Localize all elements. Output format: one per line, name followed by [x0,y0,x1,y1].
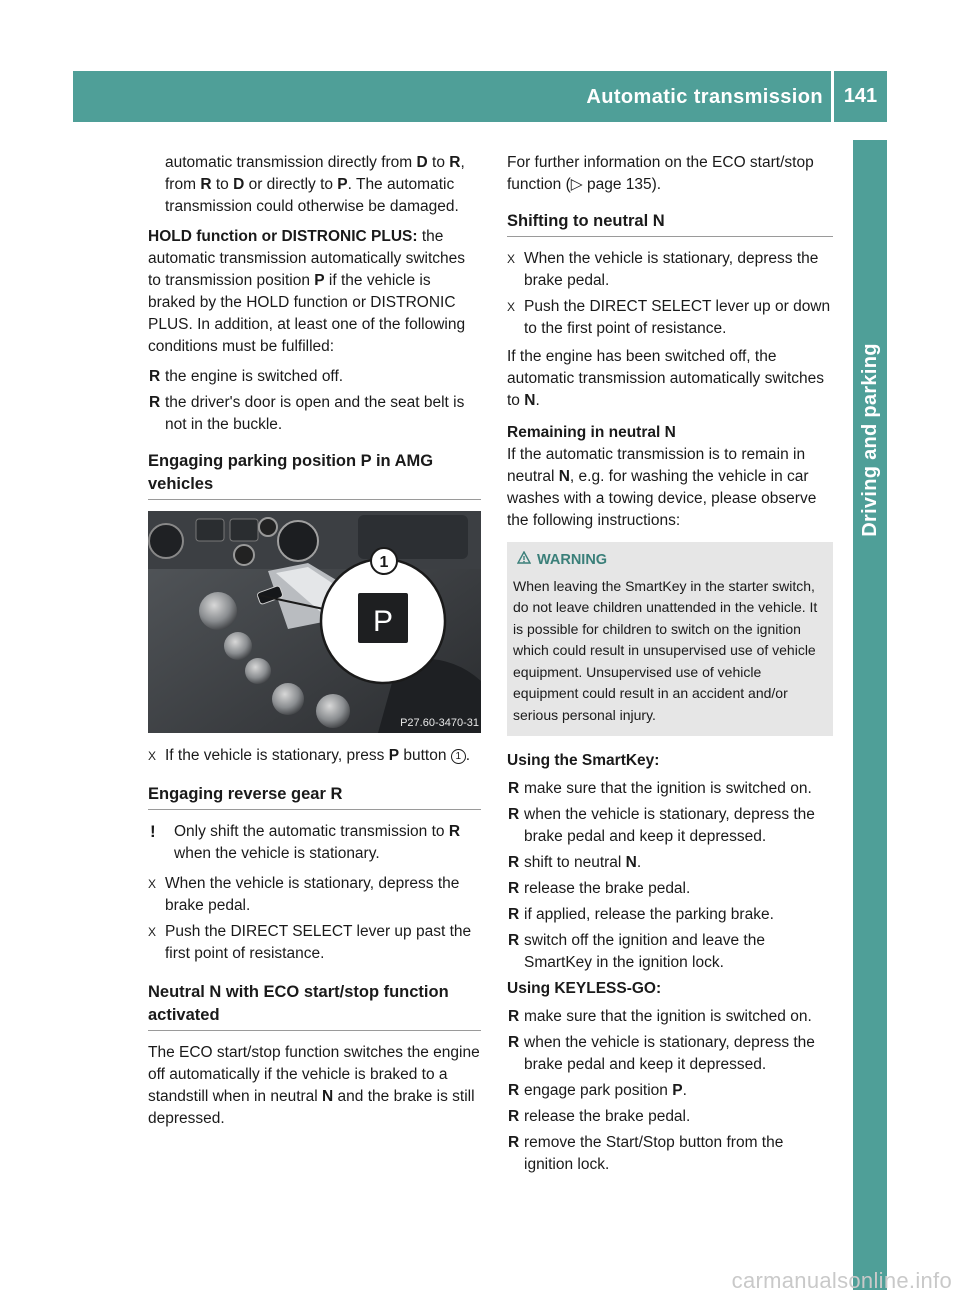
section-heading-eco: Neutral N with ECO start/stop function activated [148,981,481,1031]
subheading-remaining: Remaining in neutral N [507,424,676,441]
section-heading-reverse: Engaging reverse gear R [148,783,481,810]
note-item: ! Only shift the automatic transmission to R when the vehicle is stationary. [150,822,461,862]
list-item: R shift to neutral N. [508,854,642,871]
hold-paragraph: HOLD function or DISTRONIC PLUS: the automatic transmission automatically switches to transmission position P if the vehicle is braked by the HOLD function or DISTRONIC PLUS. In addition, at least one of the following conditions must be fulfilled: [148,228,466,355]
list-item: R make sure that the ignition is switched on. [508,780,812,797]
warning-icon [517,550,531,572]
list-item: R release the brake pedal. [508,1108,691,1125]
continued-paragraph: automatic transmission directly from D to R, from R to D or directly to P. The automatic transmission could otherwise be damaged. [165,154,465,215]
list-item: R make sure that the ignition is switched on. [508,1008,812,1025]
section-heading-neutral: Shifting to neutral N [507,210,833,237]
eco-paragraph: The ECO start/stop function switches the engine off automatically if the vehicle is braked to a standstill when in neutral N and the brake is still depressed. [148,1044,480,1127]
figure-p-button: P [372,605,394,638]
list-item: R when the vehicle is stationary, depress the brake pedal and keep it depressed. [508,1034,815,1073]
subheading-keyless: Using KEYLESS-GO: [507,980,662,997]
right-column [507,152,833,1180]
section-heading-amg: Engaging parking position P in AMG vehicles [148,450,481,500]
watermark: carmanualsonline.info [731,1268,952,1293]
subheading-smartkey: Using the SmartKey: [507,752,660,769]
list-item: R engage park position P. [508,1082,687,1099]
page-title: Automatic transmission [586,86,823,108]
step-item: X Push the DIRECT SELECT lever up past the first point of resistance. [148,923,472,962]
neutral-after: If the engine has been switched off, the automatic transmission automatically switches to N. [507,348,825,409]
list-item: R remove the Start/Stop button from the ignition lock. [508,1134,784,1173]
eco-reference: For further information on the ECO start/stop function (▷ page 135). [507,154,814,193]
step-item: X When the vehicle is stationary, depress the brake pedal. [148,875,460,914]
list-item: R switch off the ignition and leave the SmartKey in the ignition lock. [508,932,765,971]
list-item: R if applied, release the parking brake. [508,906,774,923]
side-tab-label: Driving and parking [859,343,881,537]
list-item: R the driver's door is open and the seat belt is not in the buckle. [149,394,465,433]
left-column [148,152,481,1138]
figure-code: P27.60-3470-31 [400,717,479,729]
warning-text: When leaving the SmartKey in the starter switch, do not leave children unattended in the vehicle. It is possible for children to switch on the ignition which could result in unsupervised use of vehicle equipment. Unsupervised use of vehicle equipment could result in an accident and/or serious personal injury. [513,577,818,723]
step-item: X If the vehicle is stationary, press P button 1 . [148,747,471,764]
side-tab [853,140,887,1290]
list-item: R the engine is switched off. [149,368,344,385]
figure-callout: 1 [379,554,389,571]
page-number: 141 [834,71,887,122]
warning-heading: WARNING [513,550,827,572]
remaining-paragraph: If the automatic transmission is to remain in neutral N, e.g. for washing the vehicle in car washes with a towing device, please observe the following instructions: [507,446,817,529]
amg-console-photo [148,511,481,733]
list-item: R when the vehicle is stationary, depress the brake pedal and keep it depressed. [508,806,815,845]
step-item: X Push the DIRECT SELECT lever up or down to the first point of resistance. [507,298,831,337]
console-illustration [148,511,481,733]
warning-box [507,542,833,736]
list-item: R release the brake pedal. [508,880,691,897]
step-item: X When the vehicle is stationary, depress the brake pedal. [507,250,819,289]
